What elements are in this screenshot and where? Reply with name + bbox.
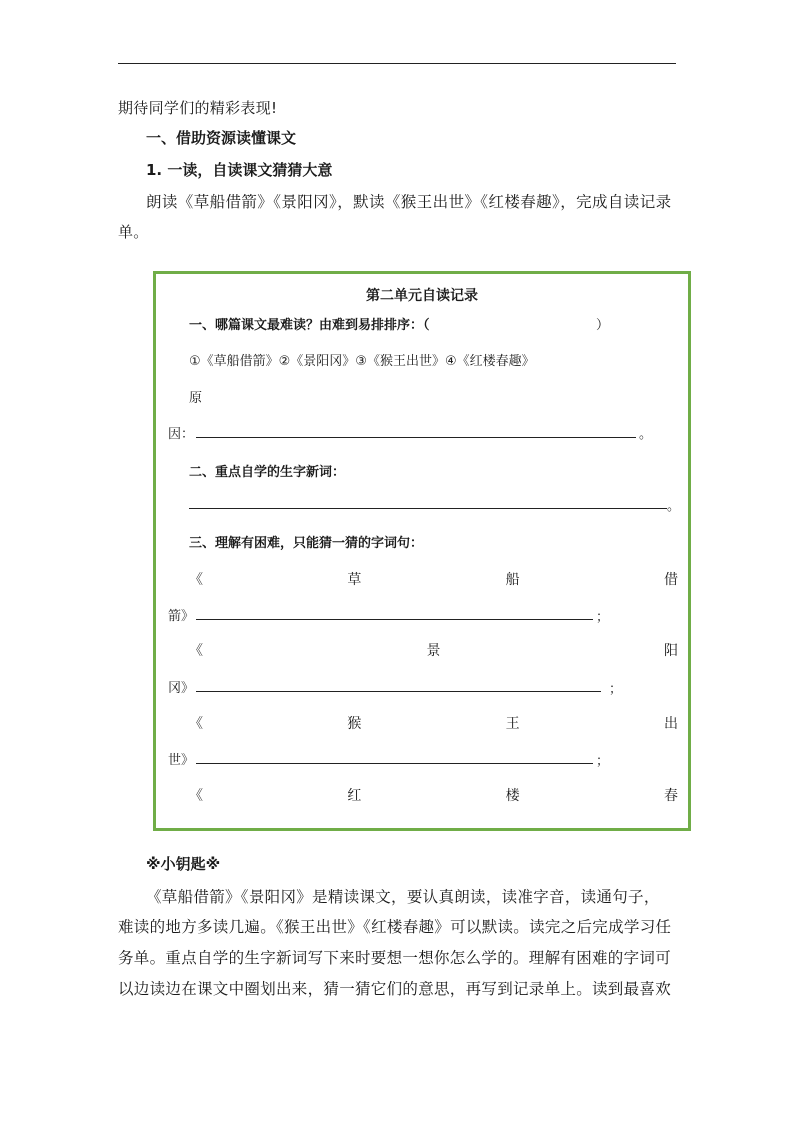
- section-heading: 一、借助资源读懂课文: [146, 129, 297, 147]
- tips-heading: ※小钥匙※: [146, 855, 221, 873]
- row-3-char: 《: [189, 716, 203, 732]
- question-1-close: ）: [596, 318, 610, 333]
- row-2-answer-line[interactable]: [196, 691, 601, 692]
- tips-line: 务单。重点自学的生字新词写下来时要想一想你怎么学的。理解有困难的字词可: [118, 949, 672, 967]
- reason-label-char-2: 因：: [168, 427, 195, 442]
- self-reading-record-box: [153, 271, 691, 831]
- tips-line: 以边读边在课文中圈划出来，猜一猜它们的意思，再写到记录单上。读到最喜欢: [118, 980, 672, 998]
- row-2-semicolon: ；: [609, 682, 623, 697]
- row-4-char: 红: [347, 788, 362, 804]
- row-3-char: 王: [505, 716, 520, 732]
- instruction-line-1: 朗读《草船借箭》《景阳冈》，默读《猴王出世》《红楼春趣》，完成自读记录: [146, 193, 672, 211]
- reason-answer-line[interactable]: [196, 437, 636, 438]
- intro-line: 期待同学们的精彩表现!: [118, 99, 278, 117]
- row-2-title: [189, 640, 678, 660]
- row-4-char: 春: [663, 788, 678, 804]
- row-3-answer-line[interactable]: [196, 763, 593, 764]
- reason-period: 。: [639, 427, 653, 442]
- step-heading: 1. 一读，自读课文猜猜大意: [146, 161, 333, 179]
- tips-line: 难读的地方多读几遍。《猴王出世》《红楼春趣》可以默读。读完之后完成学习任: [118, 918, 672, 936]
- row-1-end: 箭》: [168, 609, 195, 624]
- record-title: 第二单元自读记录: [366, 288, 478, 304]
- tips-line: 《草船借箭》《景阳冈》是精读课文，要认真朗读，读准字音，读通句子，: [146, 888, 660, 906]
- row-3-semicolon: ；: [596, 754, 610, 769]
- row-1-char: 船: [505, 572, 520, 588]
- question-2: 二、重点自学的生字新词：: [189, 465, 346, 480]
- row-3-title: [189, 713, 678, 733]
- row-3-char: 猴: [347, 716, 362, 732]
- row-2-char: 景: [426, 643, 441, 659]
- row-1-char: 借: [663, 572, 678, 588]
- row-4-char: 《: [189, 788, 203, 804]
- row-3-end: 世》: [168, 753, 195, 768]
- header-rule: [118, 63, 676, 64]
- question-3: 三、理解有困难，只能猜一猜的字词句：: [189, 536, 424, 551]
- new-words-answer-line[interactable]: [189, 508, 667, 509]
- row-1-char: 草: [347, 572, 362, 588]
- row-1-char: 《: [189, 572, 203, 588]
- row-1-semicolon: ；: [596, 610, 610, 625]
- row-2-end: 冈》: [168, 681, 195, 696]
- row-2-char: 阳: [664, 643, 678, 659]
- row-2-char: 《: [189, 643, 203, 659]
- instruction-line-2: 单。: [118, 223, 149, 241]
- new-words-period: 。: [667, 499, 681, 514]
- row-1-title: [189, 569, 678, 589]
- row-4-title: [189, 785, 678, 805]
- row-1-answer-line[interactable]: [196, 619, 593, 620]
- row-3-char: 出: [663, 716, 678, 732]
- reading-options: ①《草船借箭》②《景阳冈》③《猴王出世》④《红楼春趣》: [189, 354, 535, 369]
- reason-label-char-1: 原: [189, 391, 203, 406]
- question-1: 一、哪篇课文最难读？由难到易排排序：（: [189, 318, 430, 333]
- row-4-char: 楼: [505, 788, 520, 804]
